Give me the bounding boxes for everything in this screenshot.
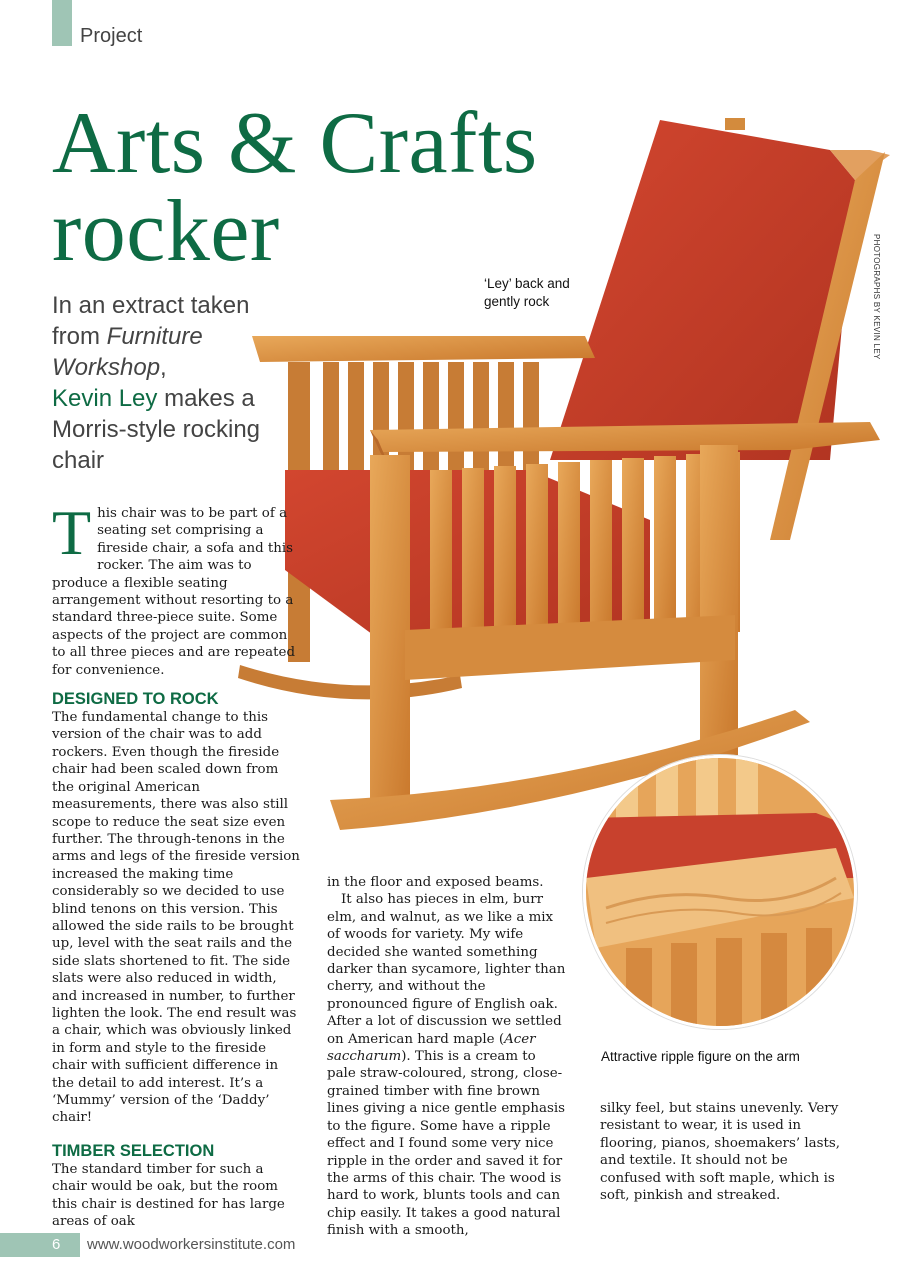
caption-back: ‘Ley’ back and gently rock	[484, 276, 570, 309]
book-title: Furniture Workshop	[52, 323, 203, 381]
caption-arm: Attractive ripple figure on the arm	[601, 1049, 800, 1064]
title-line-1: Arts & Crafts	[52, 95, 538, 192]
page-number: 6	[52, 1236, 61, 1253]
standfirst-text-end: makes a Morris-style rocking chair	[52, 385, 261, 474]
title-line-2: rocker	[52, 183, 280, 280]
col2-paragraph-1: in the floor and exposed beams.	[327, 875, 544, 890]
standfirst	[52, 290, 282, 476]
section-tab	[52, 0, 72, 46]
intro-paragraph	[52, 497, 302, 679]
standfirst-text: In an extract taken from	[52, 292, 250, 350]
arm-detail-photo	[583, 755, 857, 1029]
footer-url[interactable]: www.woodworkersinstitute.com	[87, 1236, 296, 1253]
standfirst-comma: ,	[160, 354, 167, 381]
column-1	[52, 497, 302, 1230]
footer-bar	[0, 1233, 80, 1257]
latin-name: Acer saccharum	[327, 1031, 536, 1065]
heading-timber: TIMBER SELECTION	[52, 1141, 215, 1160]
photo-credit: PHOTOGRAPHS BY KEVIN LEY	[872, 234, 881, 360]
intro-text: his chair was to be part of a seating set comprising a fireside chair, a sofa and this rocker. The aim was to produce a flexible seating arrangement without resorting to a standard three-piece suite. Some aspects of the project are common to all three pieces and are repeated for convenience.	[52, 506, 296, 678]
column-2	[327, 874, 567, 1240]
column-3	[600, 1100, 850, 1204]
col3-paragraph: silky feel, but stains unevenly. Very resistant to wear, it is used in flooring, pianos, shoemakers’ lasts, and textile. It should not be confused with soft maple, which is soft, pinkish and streaked.	[600, 1101, 840, 1204]
article-title	[52, 95, 538, 280]
section-label: Project	[80, 25, 143, 47]
heading-designed: DESIGNED TO ROCK	[52, 690, 219, 709]
designed-paragraph: The fundamental change to this version of the chair was to add rockers. Even though the fireside chair had been scaled down from the original American measurements, there was also still scope to reduce the seat size even further. The through-tenons in the arms and legs of the fireside version increased the making time considerably so we decided to use blind tenons on this version. This allowed the side rails to be brought up, level with the seat rails and the side slats shortened to fit. The side slats were also reduced in width, and increased in number, to further lighten the look. The end result was a chair, which was obviously linked in form and style to the fireside chair with sufficient difference in the detail to add interest. It’s a ‘Mummy’ version of the ‘Daddy’ chair!	[52, 710, 300, 1126]
col2-paragraph-2	[327, 891, 567, 1239]
col2-text-b: ). This is a cream to pale straw-coloured, strong, close-grained timber with fine brown lines giving a nice gentle emphasis to the figure. Some have a ripple effect and I found some very nice ripple in the order and saved it for the arms of this chair. The wood is hard to work, blunts tools and can chip easily. It takes a good natural finish with a smooth,	[327, 1049, 566, 1239]
drop-cap: T	[52, 497, 92, 568]
author-name: Kevin Ley	[52, 385, 158, 412]
col2-text-a: It also has pieces in elm, burr elm, and walnut, as we like a mix of woods for variety. My wife decided she wanted something darker than sycamore, lighter than cherry, and without the pronounced figure of English oak. After a lot of discussion we settled on American hard maple (	[327, 892, 566, 1047]
timber-paragraph: The standard timber for such a chair would be oak, but the room this chair is destined for has large areas of oak	[52, 1161, 285, 1230]
